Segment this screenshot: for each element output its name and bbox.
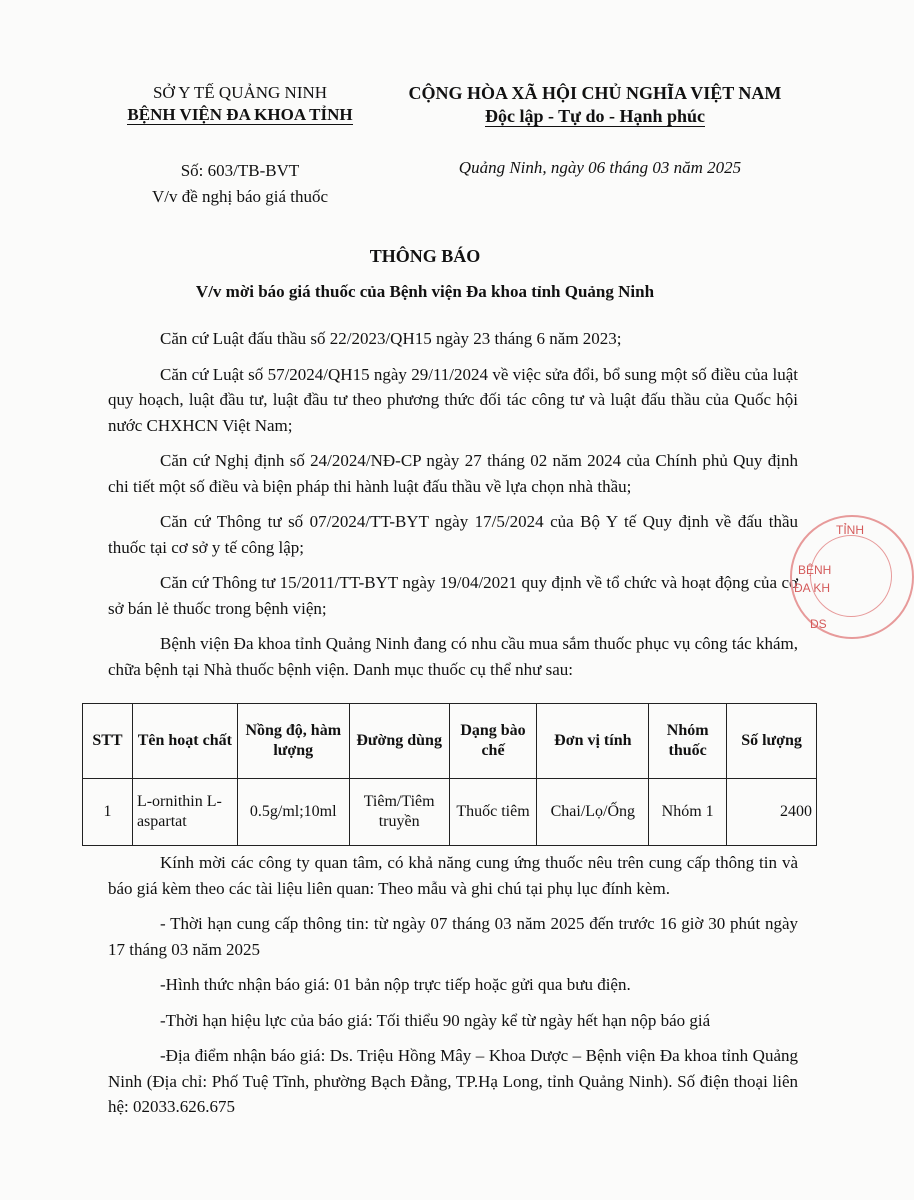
col-header-unit: Đơn vị tính — [537, 704, 649, 779]
cell-dosage-form: Thuốc tiêm — [449, 779, 537, 846]
nation-motto — [385, 105, 805, 128]
paragraph: Căn cứ Luật đấu thầu số 22/2023/QH15 ngày 23 tháng 6 năm 2023; — [160, 329, 622, 348]
document-number: Số: 603/TB-BVT — [180, 161, 300, 180]
col-header-stt: STT — [83, 704, 133, 779]
col-header-dosage-form: Dạng bào chế — [449, 704, 537, 779]
paragraph: Bệnh viện Đa khoa tỉnh Quảng Ninh đang có nhu cầu mua sắm thuốc phục vụ công tác khám, chữa bệnh tại Nhà thuốc bệnh viện. Danh mục thuốc cụ thể như sau: — [108, 634, 798, 679]
stamp-text-bottom: DS — [810, 617, 827, 631]
col-header-ingredient: Tên hoạt chất — [132, 704, 237, 779]
cell-quantity: 2400 — [727, 779, 817, 846]
cell-strength: 0.5g/ml;10ml — [237, 779, 349, 846]
table-row — [83, 779, 817, 846]
paragraph: Căn cứ Thông tư 15/2011/TT-BYT ngày 19/04/2021 quy định về tổ chức và hoạt động của cơ sở bán lẻ thuốc trong bệnh viện; — [108, 573, 798, 618]
issuer-department: SỞ Y TẾ QUẢNG NINH — [152, 83, 328, 102]
col-header-group: Nhóm thuốc — [649, 704, 727, 779]
cell-group: Nhóm 1 — [649, 779, 727, 846]
paragraph: Căn cứ Nghị định số 24/2024/NĐ-CP ngày 27 tháng 02 năm 2024 của Chính phủ Quy định chi tiết một số điều và biện pháp thi hành luật đấu thầu về lựa chọn nhà thầu; — [108, 451, 798, 496]
paragraph: Kính mời các công ty quan tâm, có khả năng cung ứng thuốc nêu trên cung cấp thông tin và báo giá kèm theo các tài liệu liên quan: Theo mẫu và ghi chú tại phụ lục đính kèm. — [108, 853, 798, 898]
paragraph: Căn cứ Luật số 57/2024/QH15 ngày 29/11/2024 về việc sửa đổi, bổ sung một số điều của luật quy hoạch, luật đầu tư, luật đầu tư theo phương thức đối tác công tư và luật đấu thầu của Quốc hội nước CHXHCN Việt Nam; — [108, 364, 798, 435]
table-header-row — [83, 704, 817, 779]
closing-section — [108, 850, 798, 1130]
document-date: Quảng Ninh, ngày 06 tháng 03 năm 2025 — [458, 158, 742, 177]
cell-stt: 1 — [83, 779, 133, 846]
cell-unit: Chai/Lọ/Ống — [537, 779, 649, 846]
paragraph: -Hình thức nhận báo giá: 01 bản nộp trực tiếp hoặc gửi qua bưu điện. — [160, 975, 631, 994]
issuer-hospital-text: BỆNH VIỆN ĐA KHOA TỈNH — [127, 105, 353, 124]
document-subject: V/v đề nghị báo giá thuốc — [151, 187, 329, 206]
legal-basis-section — [108, 326, 798, 692]
document-subtitle: V/v mời báo giá thuốc của Bệnh viện Đa khoa tỉnh Quảng Ninh — [195, 282, 655, 301]
document-reference — [95, 158, 385, 210]
nation-motto-text: Độc lập - Tự do - Hạnh phúc — [484, 106, 706, 126]
col-header-strength: Nồng độ, hàm lượng — [237, 704, 349, 779]
stamp-text-top: TỈNH — [836, 523, 864, 537]
col-header-quantity: Số lượng — [727, 704, 817, 779]
cell-route: Tiêm/Tiêm truyền — [349, 779, 449, 846]
paragraph: - Thời hạn cung cấp thông tin: từ ngày 07 tháng 03 năm 2025 đến trước 16 giờ 30 phút ngày 17 tháng 03 năm 2025 — [108, 914, 798, 959]
national-motto-block — [385, 82, 805, 128]
nation-name: CỘNG HÒA XÃ HỘI CHỦ NGHĨA VIỆT NAM — [408, 83, 782, 103]
issuer-hospital — [95, 104, 385, 126]
paragraph: -Thời hạn hiệu lực của báo giá: Tối thiểu 90 ngày kể từ ngày hết hạn nộp báo giá — [160, 1010, 711, 1030]
drug-list-table — [82, 703, 817, 846]
document-title: THÔNG BÁO — [369, 246, 481, 266]
stamp-text-mid2: ĐA KH — [794, 581, 831, 595]
col-header-route: Đường dùng — [349, 704, 449, 779]
paragraph: -Địa điểm nhận báo giá: Ds. Triệu Hồng Mây – Khoa Dược – Bệnh viện Đa khoa tỉnh Quảng Ninh (Địa chỉ: Phố Tuệ Tĩnh, phường Bạch Đằng, TP.Hạ Long, tỉnh Quảng Ninh). Số điện thoại liên hệ: 02033.626.675 — [108, 1046, 798, 1116]
cell-ingredient: L-ornithin L-aspartat — [132, 779, 237, 846]
issuer-block — [95, 82, 385, 126]
official-stamp — [790, 515, 914, 639]
paragraph: Căn cứ Thông tư số 07/2024/TT-BYT ngày 17/5/2024 của Bộ Y tế Quy định về đấu thầu thuốc tại cơ sở y tế công lập; — [108, 512, 798, 557]
stamp-text-mid1: BỆNH — [798, 563, 832, 577]
